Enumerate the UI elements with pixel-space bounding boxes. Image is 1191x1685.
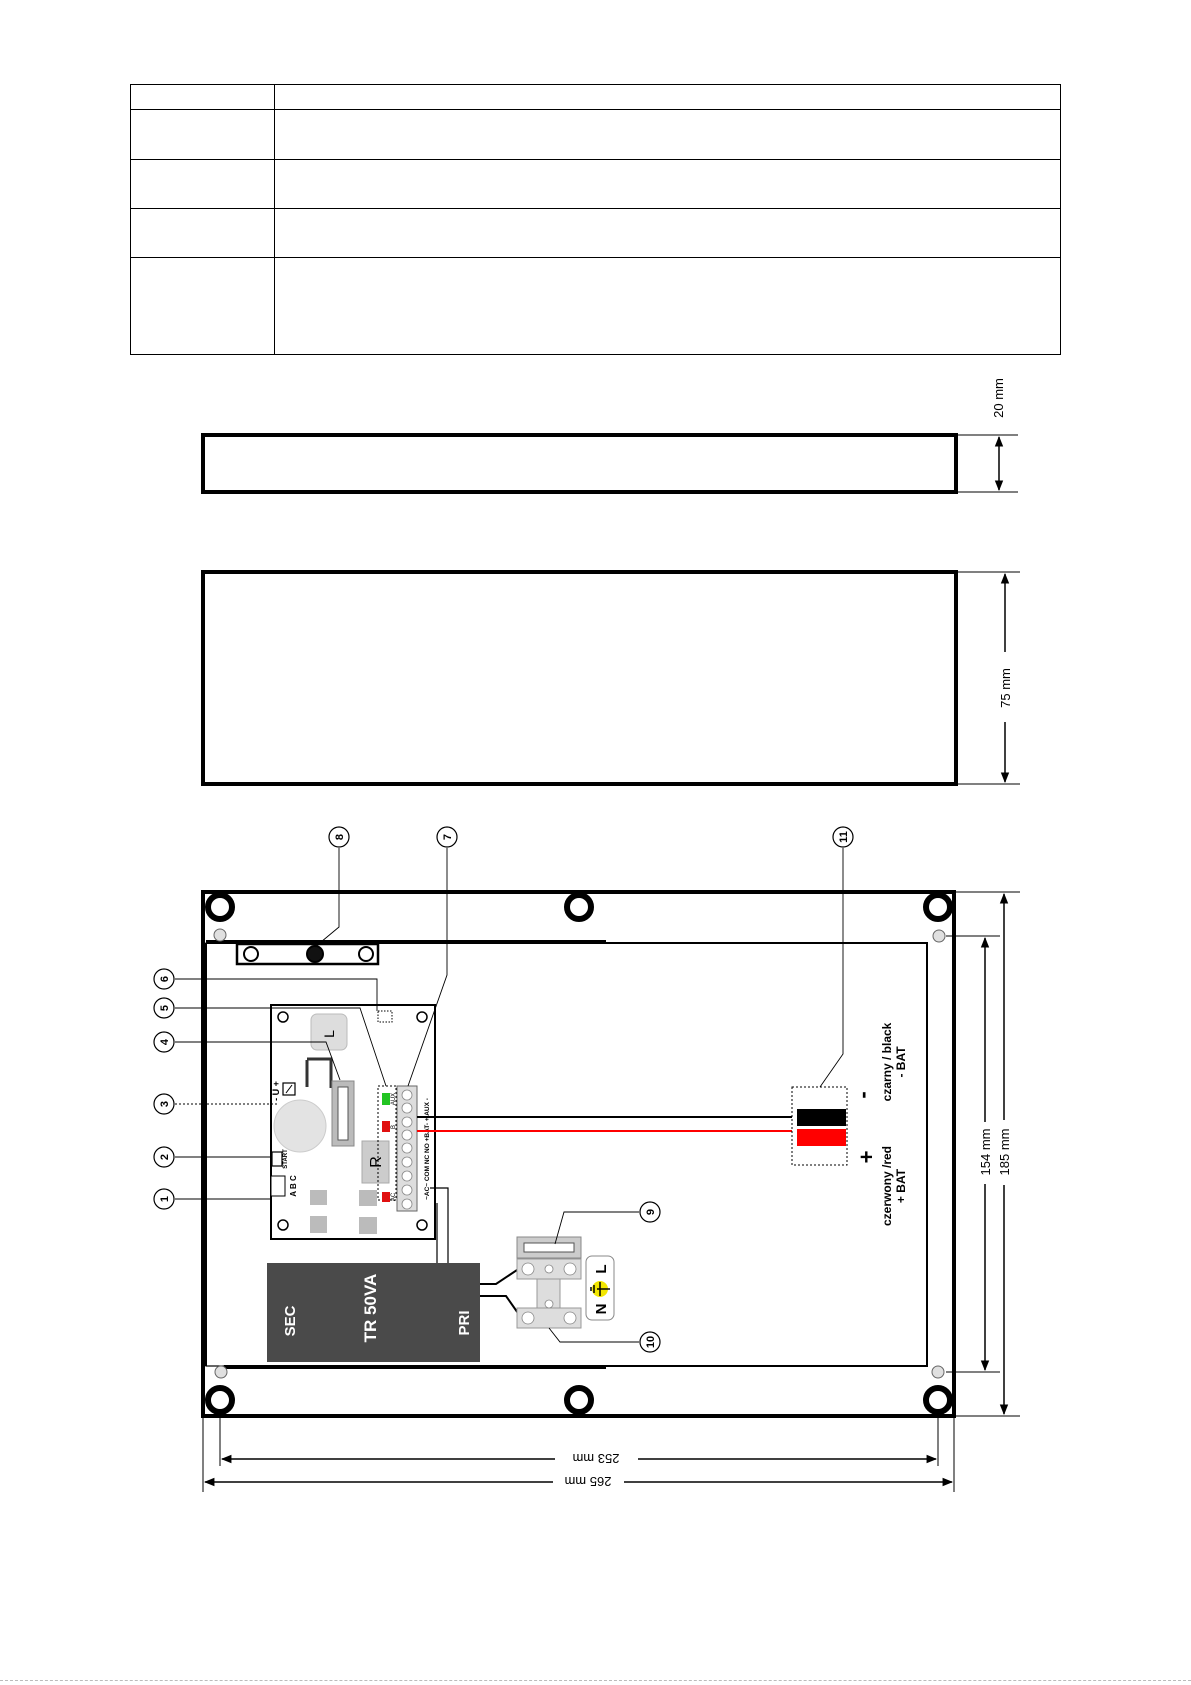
battery-plus-sign: + <box>854 1150 879 1164</box>
callout-label: 3 <box>159 1100 171 1108</box>
dimension-side-height <box>958 378 1018 492</box>
callout-2 <box>154 1147 174 1167</box>
mains-label <box>586 1256 614 1320</box>
callout-label: 5 <box>159 1004 171 1012</box>
callout-3 <box>154 1094 174 1114</box>
callout-6 <box>154 969 174 989</box>
pot-label: - U + <box>271 1081 281 1101</box>
plate-hole-icon <box>932 1366 944 1378</box>
mains-line-label: L <box>593 1264 610 1274</box>
led-label: AUX <box>391 1092 397 1106</box>
plate-hole-icon <box>933 930 945 942</box>
jumper-abc <box>271 1176 285 1196</box>
mounting-hole-icon <box>926 895 950 919</box>
fuse-label: L <box>321 1030 337 1038</box>
dimension-label: 253 mm <box>572 1451 620 1466</box>
start-button <box>272 1152 282 1166</box>
led-bat <box>382 1121 390 1132</box>
transformer <box>267 1263 480 1362</box>
page-bottom-edge <box>0 1680 1191 1682</box>
callout-label: 2 <box>159 1153 171 1161</box>
callout-9 <box>640 1202 660 1222</box>
start-label: START <box>283 1149 289 1169</box>
buzzer <box>274 1100 326 1152</box>
battery-minus-terminal <box>797 1109 846 1126</box>
battery-plus-terminal <box>797 1129 846 1146</box>
callout-label: 10 <box>645 1335 657 1349</box>
callout-1 <box>154 1189 174 1209</box>
battery-connector <box>792 1022 908 1226</box>
dimension-label: 20 mm <box>991 378 1006 418</box>
enclosure-side-view <box>203 435 956 492</box>
callout-label: 8 <box>334 833 346 841</box>
dimension-label: 154 mm <box>978 1128 993 1176</box>
mains-terminal <box>517 1237 581 1328</box>
callout-label: 6 <box>159 975 171 983</box>
relay-label: R <box>368 1156 385 1168</box>
battery-minus-label: - BAT <box>894 1046 908 1078</box>
transformer-secondary: SEC <box>282 1305 299 1337</box>
battery-plus-label: + BAT <box>894 1168 908 1204</box>
dimension-inner-width <box>220 1418 938 1466</box>
callout-label: 4 <box>159 1038 171 1046</box>
led-label: AC <box>391 1192 397 1202</box>
callout-5 <box>154 998 174 1018</box>
mounting-hole-icon <box>567 895 591 919</box>
callout-label: 9 <box>645 1208 657 1216</box>
battery-plus-label: czerwony /red <box>880 1145 894 1227</box>
jumper-label: A B C <box>289 1175 298 1197</box>
callout-label: 1 <box>159 1195 171 1203</box>
enclosure-depth-view <box>203 572 956 784</box>
dimension-label: 265 mm <box>564 1474 612 1489</box>
mounting-hole-icon <box>926 1388 950 1412</box>
tamper-connector <box>378 1011 392 1022</box>
battery-minus-sign: - <box>850 1091 875 1099</box>
led-label: B <box>391 1124 397 1130</box>
terminal-labels: ~AC~ COM NC NO +BAT- + AUX - <box>424 1098 431 1200</box>
mounting-hole-icon <box>208 1388 232 1412</box>
callout-10 <box>640 1332 660 1352</box>
callouts <box>154 827 853 1352</box>
mounting-hole-icon <box>567 1388 591 1412</box>
transformer-primary: PRI <box>456 1310 473 1336</box>
dimension-label: 75 mm <box>998 668 1013 708</box>
tamper-switch <box>237 944 378 964</box>
mounting-hole-icon <box>208 895 232 919</box>
dimension-depth <box>958 572 1020 784</box>
callout-label: 11 <box>838 831 850 843</box>
callout-4 <box>154 1032 174 1052</box>
mains-neutral-label: N <box>593 1303 610 1315</box>
led-aux <box>382 1093 390 1105</box>
callout-8 <box>329 827 349 847</box>
callout-7 <box>437 827 457 847</box>
plate-hole-icon <box>214 929 226 941</box>
callout-11 <box>833 827 853 847</box>
led-ac <box>382 1192 390 1202</box>
dimension-label: 185 mm <box>997 1128 1012 1176</box>
psu-board <box>271 1005 435 1239</box>
plate-hole-icon <box>215 1366 227 1378</box>
callout-label: 7 <box>442 833 454 841</box>
battery-minus-label: czarny / black <box>880 1022 894 1102</box>
transformer-model: TR 50VA <box>361 1273 380 1343</box>
